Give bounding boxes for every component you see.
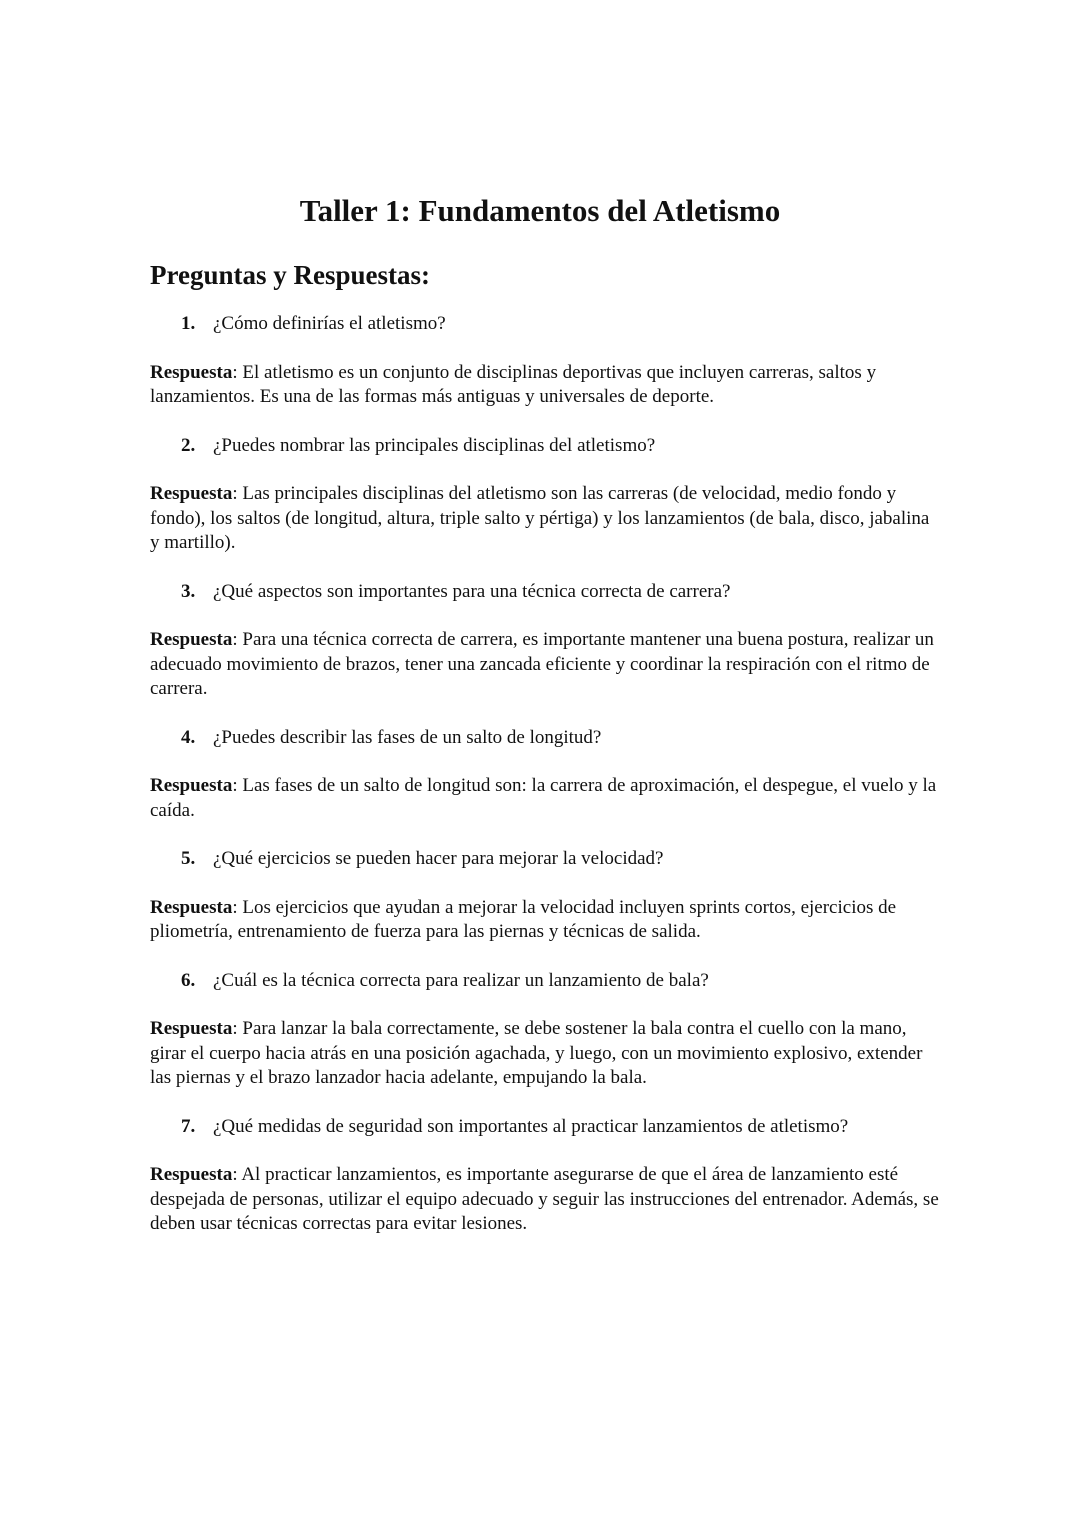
qa-item-6	[150, 969, 940, 1091]
answer-label: Respuesta	[150, 629, 233, 650]
question	[150, 969, 940, 994]
qa-item-7	[150, 1115, 940, 1237]
section-heading: Preguntas y Respuestas:	[150, 260, 431, 290]
question	[150, 847, 940, 872]
qa-item-3	[150, 580, 940, 702]
question-text: ¿Cómo definirías el atletismo?	[213, 313, 446, 334]
answer	[150, 628, 940, 702]
answer-label: Respuesta	[150, 361, 233, 383]
question	[150, 312, 940, 337]
question-number: 1.	[181, 313, 196, 334]
answer	[150, 361, 940, 410]
answer-text: : Para una técnica correcta de carrera, es importante mantener una buena postura, realizar un adecuado movimiento de brazos, tener una zancada eficiente y coordinar la respiración con el ritmo de carrera.	[150, 629, 934, 699]
answer-text: : Para lanzar la bala correctamente, se debe sostener la bala contra el cuello con la mano, girar el cuerpo hacia atrás en una posición agachada, y luego, con un movimiento explosivo, extender las piernas y el brazo lanzador hacia adelante, empujando la bala.	[150, 1018, 923, 1088]
question-text: ¿Qué aspectos son importantes para una técnica correcta de carrera?	[213, 580, 731, 602]
question-number: 6.	[181, 969, 196, 991]
answer-text: : El atletismo es un conjunto de disciplinas deportivas que incluyen carreras, saltos y lanzamientos. Es una de las formas más antiguas y universales de deporte.	[150, 361, 877, 407]
document-title: Taller 1: Fundamentos del Atletismo	[299, 193, 781, 228]
answer-label: Respuesta	[150, 775, 233, 796]
question-number: 3.	[181, 580, 196, 602]
qa-item-2	[150, 434, 940, 556]
answer	[150, 1163, 940, 1237]
answer-label: Respuesta	[150, 483, 233, 504]
question-text: ¿Qué ejercicios se pueden hacer para mejorar la velocidad?	[213, 848, 664, 869]
question	[150, 434, 940, 459]
question-number: 2.	[181, 434, 196, 456]
question	[150, 580, 940, 605]
question-text: ¿Puedes describir las fases de un salto de longitud?	[213, 726, 602, 748]
answer	[150, 774, 940, 823]
question	[150, 726, 940, 751]
question-text: ¿Cuál es la técnica correcta para realizar un lanzamiento de bala?	[213, 969, 709, 991]
question-text: ¿Qué medidas de seguridad son importantes al practicar lanzamientos de atletismo?	[213, 1115, 849, 1137]
answer-label: Respuesta	[150, 896, 233, 918]
answer-text: : Las fases de un salto de longitud son: la carrera de aproximación, el despegue, el vuelo y la caída.	[150, 775, 937, 821]
answer-text: : Al practicar lanzamientos, es importante asegurarse de que el área de lanzamiento esté despejada de personas, utilizar el equipo adecuado y seguir las instrucciones del entrenador. Además, se deben usar técnicas correctas para evitar lesiones.	[150, 1164, 939, 1234]
qa-item-5	[150, 847, 940, 945]
answer	[150, 482, 940, 556]
answer-text: : Las principales disciplinas del atletismo son las carreras (de velocidad, medio fondo y fondo), los saltos (de longitud, altura, triple salto y pértiga) y los lanzamientos (de bala, disco, jabalina y martillo).	[150, 483, 930, 553]
question-text: ¿Puedes nombrar las principales disciplinas del atletismo?	[213, 434, 656, 456]
question-number: 4.	[181, 726, 196, 748]
question-number: 5.	[181, 848, 196, 869]
answer	[150, 1017, 940, 1091]
qa-item-1	[150, 312, 940, 410]
question	[150, 1115, 940, 1140]
answer-label: Respuesta	[150, 1018, 233, 1039]
answer-label: Respuesta	[150, 1164, 233, 1185]
answer-text: : Los ejercicios que ayudan a mejorar la velocidad incluyen sprints cortos, ejercicios de pliometría, entrenamiento de fuerza para las piernas y técnicas de salida.	[150, 896, 897, 942]
answer	[150, 896, 940, 945]
qa-list	[150, 312, 940, 1261]
question-number: 7.	[181, 1115, 196, 1137]
qa-item-4	[150, 726, 940, 824]
